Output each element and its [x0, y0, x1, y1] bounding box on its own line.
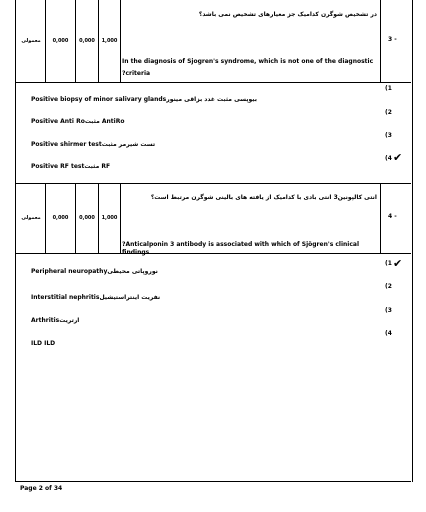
question-header-3: [15, 0, 411, 83]
correct-check-icon: ✔: [393, 257, 403, 270]
question-text-en-2: ?criteria: [122, 70, 151, 77]
option-text: Peripheral neuropathyنوروپاتی محیطی: [31, 268, 158, 275]
question-number: 4 -: [388, 213, 397, 220]
option-text: Positive RF testمثبت RF: [31, 163, 111, 170]
question-text-en: ?Anticalponin 3 antibody is associated with which of Sjögren's clinical findings: [122, 241, 360, 256]
question-header-4: [15, 183, 411, 254]
option-number: (3: [385, 132, 392, 139]
question-number: 3 -: [388, 36, 397, 43]
stat-value-3: 1,000: [101, 38, 118, 44]
option-text: Positive Anti Roمثبت AntiRo: [31, 118, 125, 125]
option-text: Arthritisارتریت: [31, 317, 80, 324]
question-text-fa: انتی کالپونین3 انتی بادی با کدامیک از یافته های بالینی شوگرن مرتبط است؟: [150, 194, 377, 201]
page-number: Page 2 of 34: [20, 485, 63, 492]
option-number: (3: [385, 307, 392, 314]
option-number: (4: [385, 330, 392, 337]
stat-value-3: 1,000: [101, 215, 118, 221]
option-number: (1: [385, 260, 392, 267]
question-text-fa: در تشخیص شوگرن کدامیک جز معیارهای تشخیص نمی باشد؟: [198, 11, 377, 18]
difficulty-label: معمولی: [21, 215, 41, 221]
option-number: (2: [385, 283, 392, 290]
option-number: (4: [385, 155, 392, 162]
stat-value-2: 0,000: [79, 215, 95, 221]
stat-value-2: 0,000: [79, 38, 95, 44]
option-number: (1: [385, 85, 392, 92]
option-number: (2: [385, 109, 392, 116]
stat-value-1: 0,000: [52, 215, 69, 221]
footer-divider: [15, 481, 411, 482]
stat-value-1: 0,000: [52, 38, 69, 44]
question-text-en: In the diagnosis of Sjogren's syndrome, which is not one of the diagnostic: [122, 58, 374, 65]
option-text: ILD ILD: [31, 340, 56, 347]
option-text: Positive biopsy of minor salivary glandsبیوپسی مثبت غدد بزاقی مینور: [31, 96, 257, 103]
option-text: Positive shirmer testتست شیرمر مثبت: [31, 141, 156, 148]
difficulty-label: معمولی: [21, 38, 41, 44]
option-text: Interstitial nephritisنفریت اینتراستیشیل: [31, 294, 161, 301]
correct-check-icon: ✔: [393, 151, 403, 164]
